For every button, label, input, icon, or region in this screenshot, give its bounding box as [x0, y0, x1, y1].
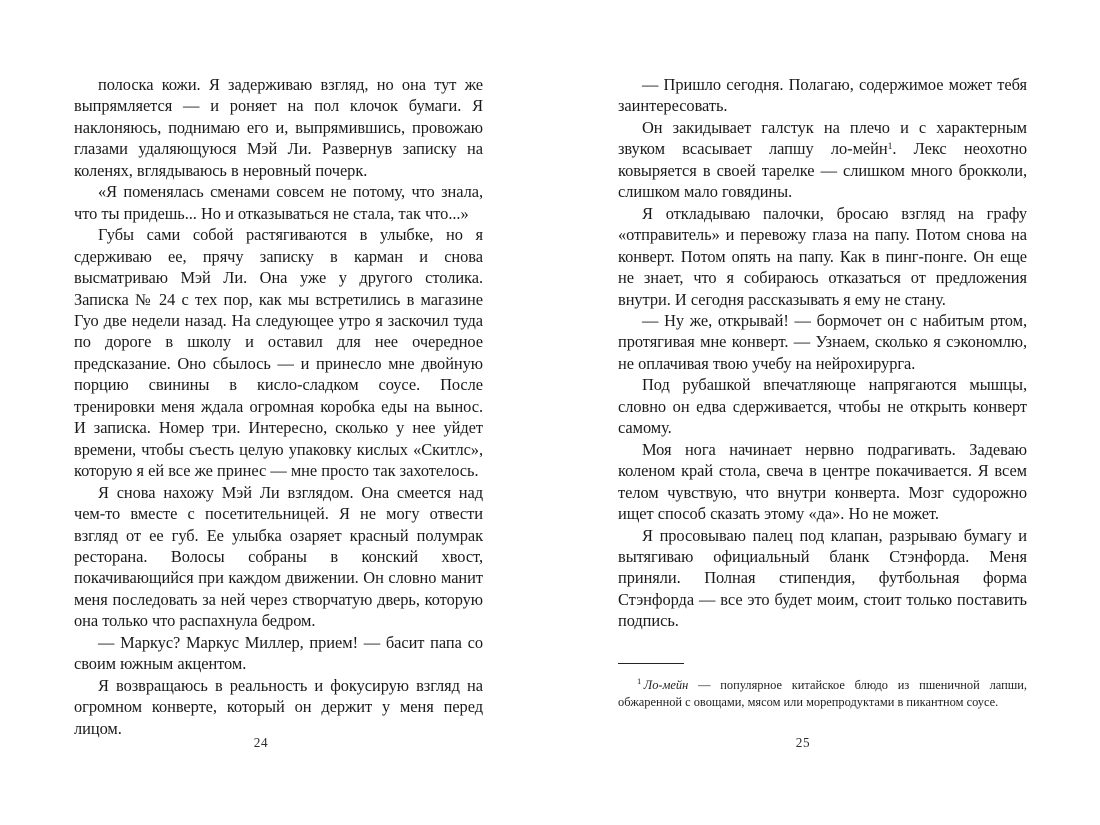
paragraph-text-tail: . Лекс неохотно ковыряется в своей тарелке — слишком много брокколи, слишком мало говядины.: [618, 139, 1027, 202]
right-page-textblock: [618, 74, 1027, 632]
footnote-area: [618, 663, 1027, 711]
footnote-reference-marker[interactable]: 1: [887, 141, 893, 153]
paragraph: Я возвращаюсь в реальность и фокусирую взгляд на огромном конверте, который он держит у меня перед лицом.: [74, 675, 483, 738]
paragraph-with-footnote-ref: [618, 117, 1027, 203]
paragraph: — Пришло сегодня. Полагаю, содержимое может тебя заинтересовать.: [618, 75, 1027, 116]
paragraph: Моя нога начинает нервно подрагивать. Задеваю коленом край стола, свеча в центре покачивается. Я всем телом чувствую, что внутри конверта. Мозг судорожно ищет способ сказать этому «да». Но не может.: [618, 439, 1027, 524]
paragraph: «Я поменялась сменами совсем не потому, что знала, что ты придешь... Но и отказываться не стала, так что...»: [74, 182, 483, 223]
left-page-textblock: [74, 74, 483, 739]
footnote-separator-rule: [618, 663, 684, 664]
paragraph: — Маркус? Маркус Миллер, прием! — басит папа со своим южным акцентом.: [74, 632, 483, 674]
page-number: 24: [253, 735, 269, 750]
footnote-term: Ло-мейн: [643, 678, 689, 692]
footnote-marker: 1: [637, 676, 642, 686]
paragraph: Я снова нахожу Мэй Ли взглядом. Она смеется над чем-то вместе с посетительницей. Я не могу отвести взгляд от ее губ. Ее улыбка озаряет красный полумрак ресторана. Волосы собраны в конский хвост, покачивающийся при каждом движении. Он словно манит меня последовать за ней через створчатую дверь, которую она только что распахнула бедром.: [74, 482, 483, 631]
footnote-entry: [618, 673, 1027, 711]
paragraph: — Ну же, открывай! — бормочет он с набитым ртом, протягивая мне конверт. — Узнаем, сколько я сэкономлю, не оплачивая твою учебу на нейрохирурга.: [618, 310, 1027, 373]
paragraph: Я просовываю палец под клапан, разрываю бумагу и вытягиваю официальный бланк Стэнфорда. Меня приняли. Полная стипендия, футбольная форма Стэнфорда — все это будет моим, стоит только поставить подпись.: [618, 525, 1027, 631]
page-right: [550, 0, 1100, 825]
paragraph: Губы сами собой растягиваются в улыбке, но я сдерживаю ее, прячу записку в карман и снова высматриваю Мэй Ли. Она уже у другого столика. Записка № 24 с тех пор, как мы встретились в магазине Гуо две недели назад. На следующее утро я заскочил туда по дороге в школу и оставил для нее очередное предсказание. Оно сбылось — и принесло мне двойную порцию свинины в кисло-сладком соусе. После тренировки меня ждала огромная коробка еды на вынос. И записка. Номер три. Интересно, сколько у нее уйдет времени, чтобы съесть целую упаковку кислых «Скитлс», которую я ей все же принес — мне просто так захотелось.: [74, 225, 483, 481]
paragraph: полоска кожи. Я задерживаю взгляд, но она тут же выпрямляется — и роняет на пол клочок бумаги. Я наклоняюсь, поднимаю его и, выпрямившись, провожаю глазами удаляющуюся Мэй Ли. Развернув записку на коленях, вглядываюсь в неровный почерк.: [74, 75, 483, 180]
paragraph: Я откладываю палочки, бросаю взгляд на графу «отправитель» и перевожу глаза на папу. Потом снова на конверт. Потом опять на папу. Как в пинг-понге. Он еще не знает, что я собираюсь отказаться от предложения внутри. И сегодня рассказывать я ему не стану.: [618, 203, 1027, 309]
paragraph: Под рубашкой впечатляюще напрягаются мышцы, словно он едва сдерживается, чтобы не открыть конверт самому.: [618, 375, 1027, 438]
paragraph-text-head: Он закидывает галстук на плечо и с характерным звуком всасывает лапшу ло-мейн: [618, 117, 1027, 159]
footnote-text: — популярное китайское блюдо из пшеничной лапши, обжаренной с овощами, мясом или морепродуктами в пикантном соусе.: [618, 678, 1027, 710]
page-number: 25: [795, 735, 811, 750]
